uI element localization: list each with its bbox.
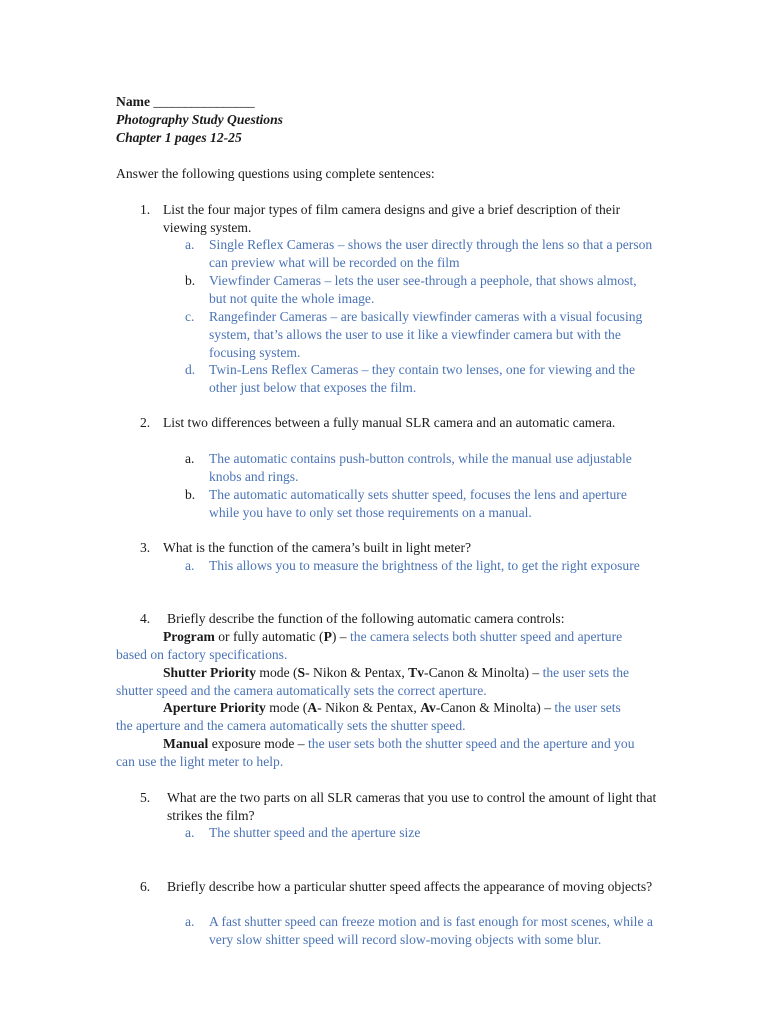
question-4 bbox=[140, 610, 660, 628]
answer-1b: b. Viewfinder Cameras – lets the user see-through a peephole, that shows almost, but not quite the whole image. bbox=[185, 273, 637, 306]
name-blank: ________________ bbox=[153, 94, 255, 109]
question-1 bbox=[140, 201, 660, 237]
answer-1d: d. Twin-Lens Reflex Cameras – they contain two lenses, one for viewing and the other just below that exposes the film. bbox=[185, 362, 635, 395]
question-text: Briefly describe the function of the following automatic camera controls: bbox=[167, 611, 565, 626]
question-number: 3. bbox=[140, 540, 151, 555]
manual-mode-item: Manual exposure mode – the user sets both the shutter speed and the aperture and you can use the light meter to help. bbox=[116, 736, 635, 769]
question-text: What are the two parts on all SLR cameras that you use to control the amount of light that strikes the film? bbox=[167, 790, 657, 823]
answer-2b: b. The automatic automatically sets shutter speed, focuses the lens and aperture while you have to only set those requirements on a manual. bbox=[185, 487, 627, 520]
answer-3a: a. This allows you to measure the brightness of the light, to get the right exposure bbox=[185, 558, 640, 573]
question-text: List the four major types of film camera designs and give a brief description of their viewing system. bbox=[163, 202, 621, 235]
shutter-priority-item: Shutter Priority mode (S- Nikon & Pentax, Tv-Canon & Minolta) – the user sets the shutter speed and the camera automatically sets the correct aperture. bbox=[116, 665, 630, 698]
answer-5a: a. The shutter speed and the aperture size bbox=[185, 825, 421, 840]
answer-2a: a. The automatic contains push-button controls, while the manual use adjustable knobs and rings. bbox=[185, 451, 632, 484]
question-text: List two differences between a fully manual SLR camera and an automatic camera. bbox=[163, 415, 616, 430]
instructions: Answer the following questions using complete sentences: bbox=[116, 166, 435, 181]
question-number: 5. bbox=[140, 790, 151, 805]
answer-1c: c. Rangefinder Cameras – are basically viewfinder cameras with a visual focusing system, that’s allows the user to use it like a viewfinder camera but with the focusing system. bbox=[185, 309, 643, 360]
question-number: 1. bbox=[140, 202, 151, 217]
question-number: 6. bbox=[140, 879, 151, 894]
question-5 bbox=[140, 789, 660, 825]
question-number: 2. bbox=[140, 415, 151, 430]
question-6 bbox=[140, 878, 660, 896]
document-subtitle: Chapter 1 pages 12-25 bbox=[116, 130, 242, 145]
question-text: What is the function of the camera’s built in light meter? bbox=[163, 540, 472, 555]
aperture-priority-item: Aperture Priority mode (A- Nikon & Pentax, Av-Canon & Minolta) – the user sets the aperture and the camera automatically sets the shutter speed. bbox=[116, 700, 621, 733]
program-mode-item: Program or fully automatic (P) – the camera selects both shutter speed and aperture based on factory specifications. bbox=[116, 629, 623, 662]
answer-1a: a. Single Reflex Cameras – shows the user directly through the lens so that a person can preview what will be recorded on the film bbox=[185, 237, 653, 270]
document-title: Photography Study Questions bbox=[116, 112, 283, 127]
question-2 bbox=[140, 414, 660, 432]
name-line bbox=[116, 93, 254, 111]
question-3 bbox=[140, 539, 660, 557]
question-number: 4. bbox=[140, 611, 151, 626]
question-text: Briefly describe how a particular shutter speed affects the appearance of moving objects? bbox=[167, 879, 653, 894]
answer-6a: a. A fast shutter speed can freeze motion and is fast enough for most scenes, while a very slow shitter speed will record slow-moving objects with some blur. bbox=[185, 914, 653, 947]
name-label: Name bbox=[116, 94, 150, 109]
